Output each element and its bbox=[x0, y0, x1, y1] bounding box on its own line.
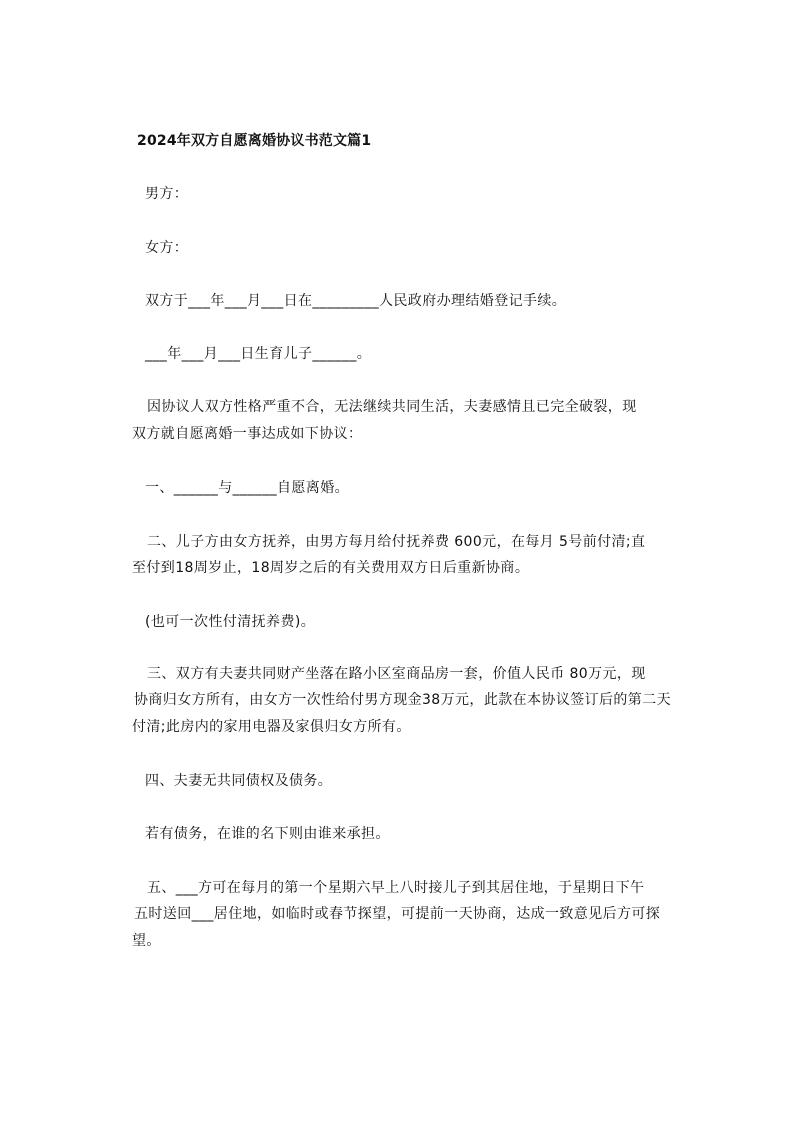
clause-three-line-2: 协商归女方所有，由女方一次性给付男方现金38万元，此款在本协议签订后的第二天 bbox=[134, 692, 672, 708]
clause-four-note: 若有债务，在谁的名下则由谁来承担。 bbox=[145, 826, 390, 842]
clause-four: 四、夫妻无共同债权及债务。 bbox=[145, 773, 333, 789]
clause-two-line-2: 至付到18周岁止，18周岁之后的有关费用双方日后重新协商。 bbox=[132, 560, 530, 576]
document-title: 2024年双方自愿离婚协议书范文篇1 bbox=[137, 133, 372, 149]
paragraph-marriage-registration: 双方于___年___月___日在_________人民政府办理结婚登记手续。 bbox=[145, 293, 567, 309]
clause-three-line-1: 三、双方有夫妻共同财产坐落在路小区室商品房一套，价值人民币 80万元，现 bbox=[147, 666, 646, 682]
paragraph-male-party: 男方： bbox=[145, 186, 189, 202]
clause-five-line-3: 望。 bbox=[132, 933, 161, 949]
paragraph-reason-line-1: 因协议人双方性格严重不合，无法继续共同生活，夫妻感情且已完全破裂，现 bbox=[147, 399, 637, 415]
clause-two-note: (也可一次性付清抚养费)。 bbox=[145, 614, 316, 630]
paragraph-reason-line-2: 双方就自愿离婚一事达成如下协议： bbox=[132, 426, 363, 442]
clause-two-line-1: 二、儿子方由女方抚养，由男方每月给付抚养费 600元，在每月 5号前付清;直 bbox=[147, 534, 646, 550]
clause-one: 一、______与______自愿离婚。 bbox=[145, 480, 349, 496]
clause-three-line-3: 付清;此房内的家用电器及家俱归女方所有。 bbox=[132, 719, 411, 735]
paragraph-female-party: 女方： bbox=[145, 240, 189, 256]
paragraph-child-birth: ___年___月___日生育儿子______。 bbox=[145, 346, 372, 362]
clause-five-line-1: 五、___方可在每月的第一个星期六早上八时接儿子到其居住地，于星期日下午 bbox=[147, 880, 645, 896]
clause-five-line-2: 五时送回___居住地，如临时或春节探望，可提前一天协商，达成一致意见后方可探 bbox=[134, 906, 661, 922]
